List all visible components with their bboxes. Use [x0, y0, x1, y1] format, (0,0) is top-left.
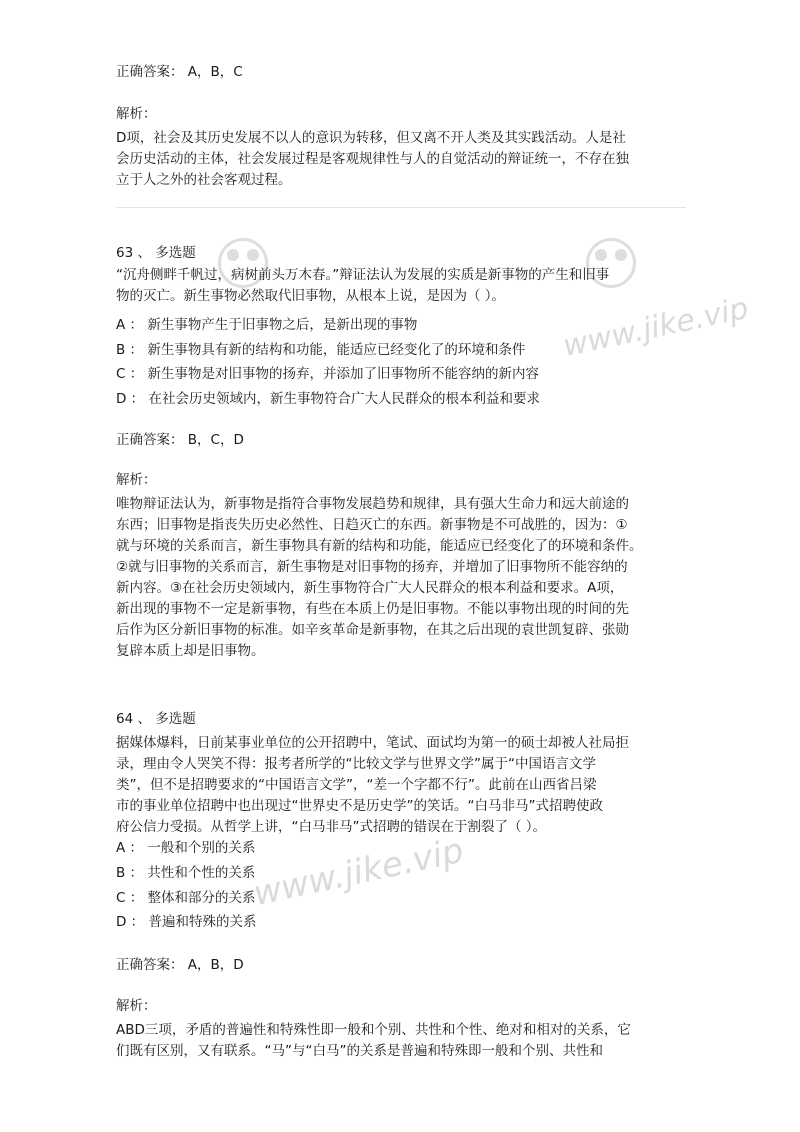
- analysis-line: 后作为区分新旧事物的标准。如辛亥革命是新事物，在其之后出现的袁世凯复辟、张勋: [116, 622, 629, 638]
- analysis-line: ABD三项，矛盾的普遍性和特殊性即一般和个别、共性和个性、绝对和相对的关系，它: [116, 1022, 631, 1038]
- option-a: A ： 一般和个别的关系: [116, 840, 256, 856]
- analysis-line: ②就与旧事物的关系而言，新生事物是对旧事物的扬弃，并增加了旧事物所不能容纳的: [116, 559, 628, 575]
- analysis-line: 新出现的事物不一定是新事物，有些在本质上仍是旧事物。不能以事物出现的时间的先: [116, 601, 629, 617]
- stem-line: “沉舟侧畔千帆过，病树前头万木春。”辩证法认为发展的实质是新事物的产生和旧事: [116, 267, 610, 283]
- option-d: D ： 普遍和特殊的关系: [116, 914, 257, 930]
- analysis-line: 会历史活动的主体，社会发展过程是客观规律性与人的自觉活动的辩证统一，不存在独: [116, 151, 629, 167]
- answer-text: 正确答案： A，B，C: [116, 64, 243, 80]
- stem-line: 据媒体爆料，日前某事业单位的公开招聘中，笔试、面试均为第一的硕士却被人社局拒: [116, 735, 629, 751]
- watermark-text: www.jike.vip: [250, 830, 468, 915]
- option-b: B ： 共性和个性的关系: [116, 865, 256, 881]
- option-c: C ： 新生事物是对旧事物的扬弃，并添加了旧事物所不能容纳的新内容: [116, 366, 540, 382]
- analysis-block: [116, 128, 629, 191]
- analysis-block: [116, 1020, 631, 1062]
- question-64-header: 64 、 多选题: [116, 711, 196, 727]
- answer-text: 正确答案： A，B，D: [116, 957, 244, 973]
- analysis-line: 就与环境的关系而言，新生事物具有新的结构和功能，能适应已经变化了的环境和条件。: [116, 538, 643, 554]
- question-64-stem: [116, 733, 629, 838]
- stem-line: 物的灭亡。新生事物必然取代旧事物，从根本上说，是因为（ ）。: [116, 288, 506, 304]
- question-63-header: 63 、 多选题: [116, 245, 196, 261]
- option-a: A ： 新生事物产生于旧事物之后，是新出现的事物: [116, 317, 418, 333]
- analysis-line: 唯物辩证法认为，新事物是指符合事物发展趋势和规律，具有强大生命力和远大前途的: [116, 496, 629, 512]
- question-63-stem: [116, 265, 609, 307]
- option-c: C ： 整体和部分的关系: [116, 890, 256, 906]
- stem-line: 市的事业单位招聘中也出现过“世界史不是历史学”的笑话。“白马非马”式招聘使政: [116, 798, 603, 814]
- option-b: B ： 新生事物具有新的结构和功能，能适应已经变化了的环境和条件: [116, 342, 526, 358]
- analysis-label: 解析：: [116, 472, 157, 488]
- watermark-text: www.jike.vip: [560, 290, 752, 365]
- analysis-line: D项，社会及其历史发展不以人的意识为转移，但又离不开人类及其实践活动。人是社: [116, 130, 626, 146]
- stem-line: 录，理由令人哭笑不得：报考者所学的“比较文学与世界文学”属于“中国语言文学: [116, 756, 596, 772]
- analysis-line: 复辟本质上却是旧事物。: [116, 643, 265, 659]
- question-divider: [116, 207, 686, 208]
- analysis-label: 解析：: [116, 998, 157, 1014]
- analysis-label: 解析：: [116, 106, 157, 122]
- stem-line: 府公信力受损。从哲学上讲，“白马非马”式招聘的错误在于割裂了（ ）。: [116, 819, 547, 835]
- answer-text: 正确答案： B，C，D: [116, 432, 244, 448]
- analysis-line: 们既有区别，又有联系。“马”与“白马”的关系是普遍和特殊即一般和个别、共性和: [116, 1043, 603, 1059]
- analysis-block: [116, 494, 643, 662]
- stem-line: 类”，但不是招聘要求的“中国语言文学”，“差一个字都不行”。此前在山西省吕梁: [116, 777, 597, 793]
- analysis-line: 立于人之外的社会客观过程。: [116, 172, 292, 188]
- analysis-line: 东西；旧事物是指丧失历史必然性、日趋灭亡的东西。新事物是不可战胜的，因为：①: [116, 517, 628, 533]
- analysis-line: 新内容。③在社会历史领域内，新生事物符合广大人民群众的根本利益和要求。A项，: [116, 580, 624, 596]
- option-d: D ： 在社会历史领域内，新生事物符合广大人民群众的根本利益和要求: [116, 391, 540, 407]
